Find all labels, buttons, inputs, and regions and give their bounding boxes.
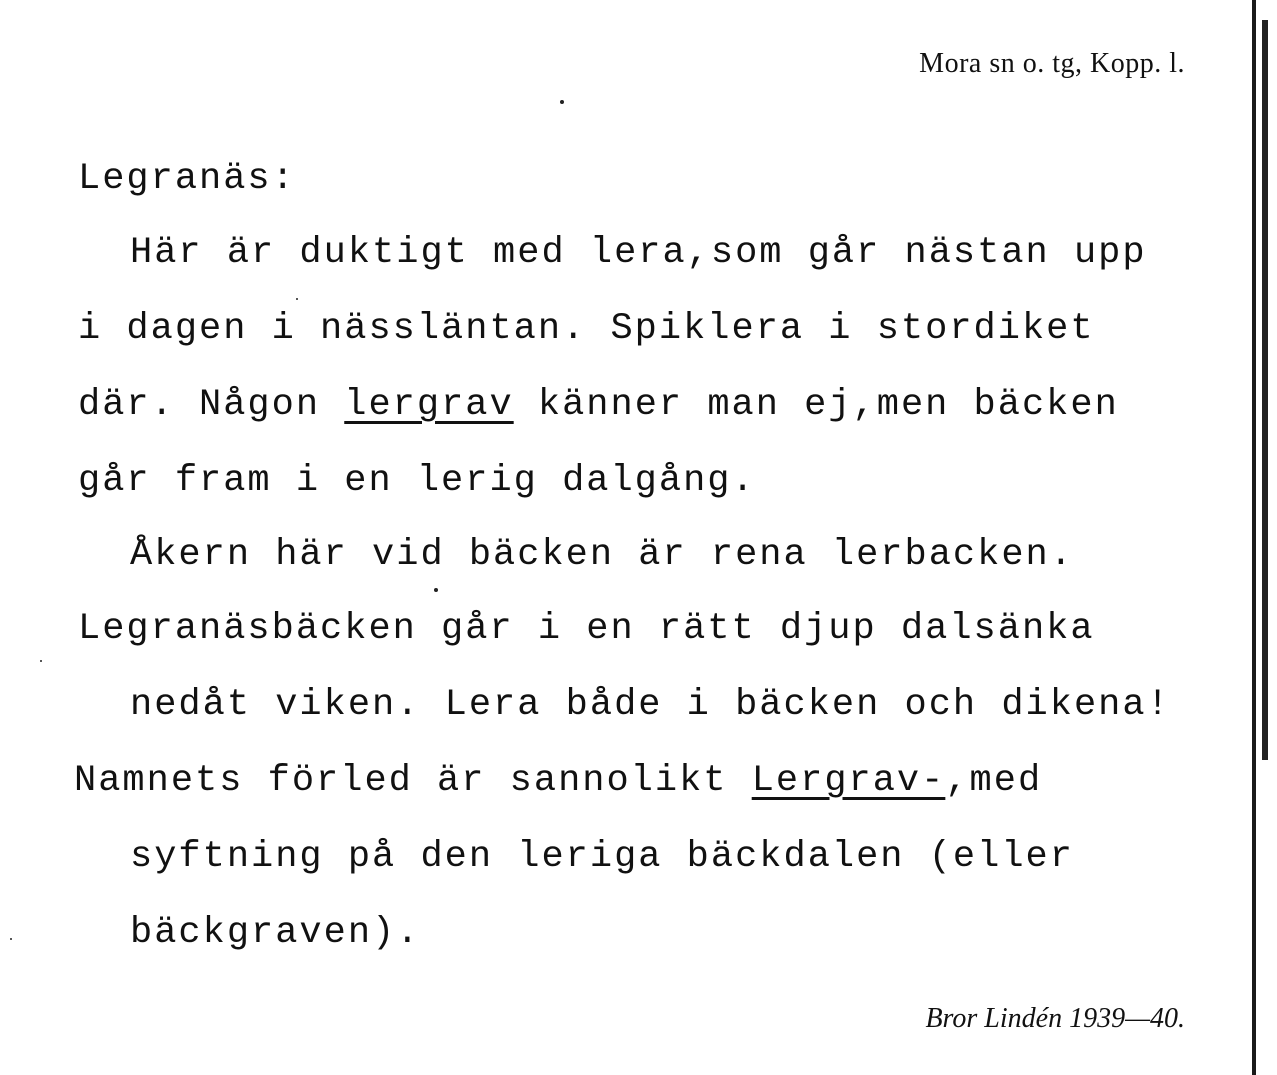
text-line-2-text: i dagen i nässläntan. Spiklera i stordiket — [78, 308, 1095, 350]
text-line-7 — [130, 684, 1171, 726]
text-line-10 — [130, 912, 420, 954]
text-line-4 — [78, 460, 756, 502]
place-name-heading: Legranäs: — [78, 158, 296, 200]
card-edge-line — [1252, 0, 1256, 1075]
text-line-2 — [78, 308, 1095, 350]
card-edge-shadow — [1262, 20, 1268, 760]
text-line-8-underlined: Lergrav- — [751, 760, 946, 802]
ink-speck — [40, 660, 42, 662]
text-line-6 — [78, 608, 1095, 650]
card-reference: Mora sn o. tg, Kopp. l. — [919, 48, 1185, 79]
text-line-3 — [78, 384, 1119, 426]
text-line-3-underlined: lergrav — [344, 384, 514, 426]
text-line-8 — [74, 760, 1042, 802]
ink-speck — [296, 298, 298, 300]
text-line-7-text: nedåt viken. Lera både i bäcken och dikena! — [130, 684, 1171, 726]
text-line-10-text: bäckgraven). — [130, 912, 421, 954]
collector-signature: Bror Lindén 1939—40. — [925, 1003, 1185, 1034]
text-line-1-text: Här är duktigt med lera,som går nästan upp — [130, 232, 1147, 274]
text-line-8-tail: ,med — [945, 760, 1043, 802]
text-line-9 — [130, 836, 1074, 878]
ink-speck — [434, 588, 438, 592]
text-line-8-text: Namnets förled är sannolikt — [74, 760, 752, 802]
text-line-3-text: där. Någon — [78, 384, 345, 426]
text-line-5 — [130, 534, 1074, 576]
text-line-1 — [130, 232, 1147, 274]
ink-speck — [560, 100, 564, 104]
text-line-5-text: Åkern här vid bäcken är rena lerbacken. — [130, 534, 1074, 576]
text-line-6-text: Legranäsbäcken går i en rätt djup dalsänka — [78, 608, 1095, 650]
text-line-3-tail: känner man ej,men bäcken — [513, 384, 1119, 426]
ink-speck — [10, 938, 12, 940]
text-line-9-text: syftning på den leriga bäckdalen (eller — [130, 836, 1074, 878]
text-line-4-text: går fram i en lerig dalgång. — [78, 460, 756, 502]
